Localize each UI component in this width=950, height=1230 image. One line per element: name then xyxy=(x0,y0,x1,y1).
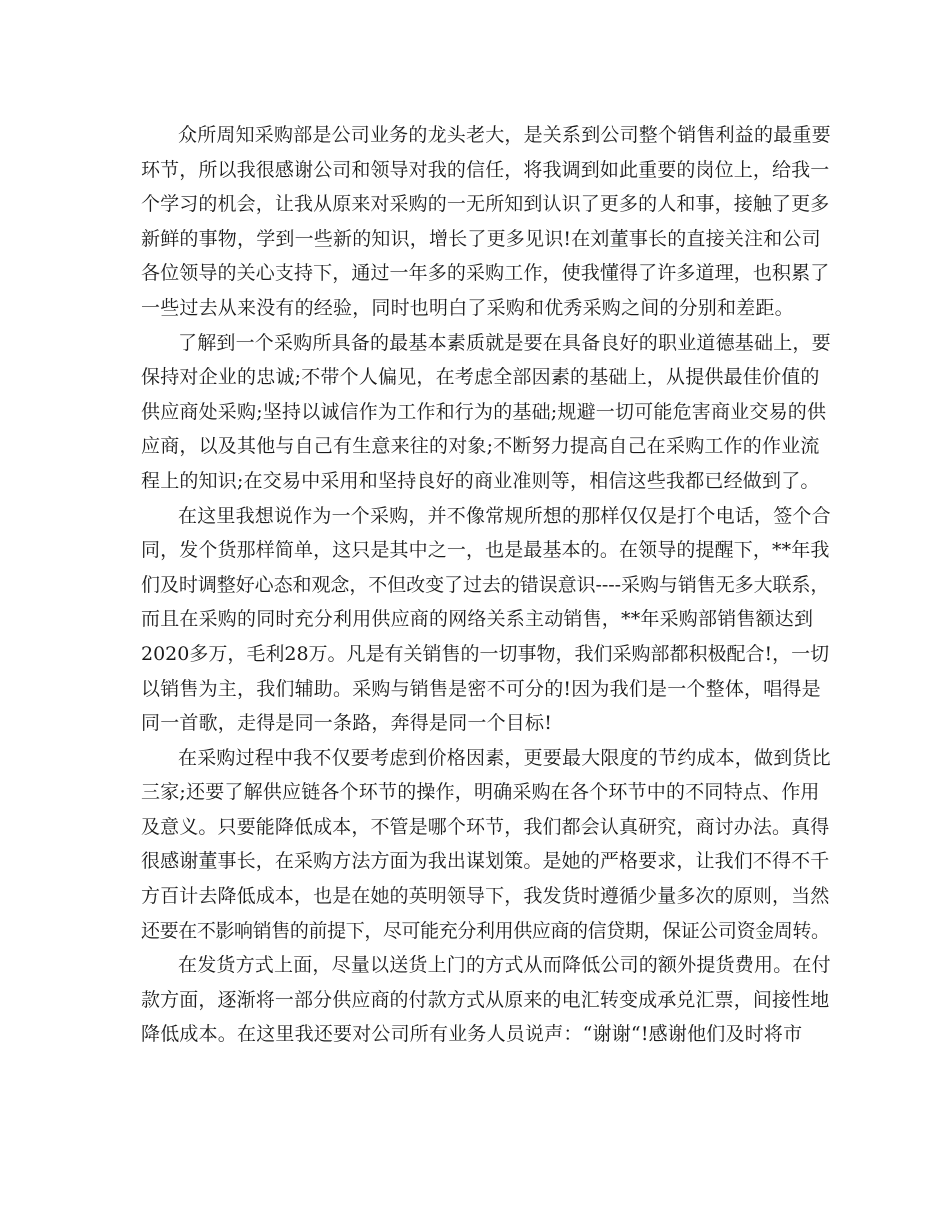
text-line: 程上的知识;在交易中采用和坚持良好的商业准则等，相信这些我都已经做到了。 xyxy=(141,469,820,492)
text-line: 还要在不影响销售的前提下，尽可能充分利用供应商的信贷期，保证公司资金周转。 xyxy=(141,919,830,942)
paragraph-first-line: 了解到一个采购所具备的最基本素质就是要在具备良好的职业道德基础上，要 xyxy=(178,331,831,354)
text-line: 很感谢董事长，在采购方法方面为我出谋划策。是她的严格要求，让我们不得不千 xyxy=(141,850,830,873)
paragraph-first-line: 在这里我想说作为一个采购，并不像常规所想的那样仅仅是打个电话，签个合 xyxy=(178,504,831,527)
text-line: 款方面，逐渐将一部分供应商的付款方式从原来的电汇转变成承兑汇票，间接性地 xyxy=(141,988,830,1011)
text-line: 方百计去降低成本，也是在她的英明领导下，我发货时遵循少量多次的原则，当然 xyxy=(141,885,830,908)
text-line: 各位领导的关心支持下，通过一年多的采购工作，使我懂得了许多道理，也积累了 xyxy=(141,262,830,285)
paragraph-first-line: 众所周知采购部是公司业务的龙头老大，是关系到公司整个销售利益的最重要 xyxy=(178,124,831,146)
text-line: 以销售为主，我们辅助。采购与销售是密不可分的!因为我们是一个整体，唱得是 xyxy=(141,677,821,700)
text-line: 保持对企业的忠诚;不带个人偏见，在考虑全部因素的基础上，从提供最佳价值的 xyxy=(141,366,820,389)
text-line: 应商，以及其他与自己有生意来往的对象;不断努力提高自己在采购工作的作业流 xyxy=(141,435,820,458)
paragraph-first-line: 在发货方式上面，尽量以送货上门的方式从而降低公司的额外提货费用。在付 xyxy=(178,954,831,977)
text-line: 一些过去从来没有的经验，同时也明白了采购和优秀采购之间的分别和差距。 xyxy=(141,296,794,319)
text-line: 同一首歌，走得是同一条路，奔得是同一个目标! xyxy=(141,712,553,735)
document-body xyxy=(141,118,831,1052)
text-line: 2020多万，毛利28万。凡是有关销售的一切事物，我们采购部都积极配合!，一切 xyxy=(141,642,830,665)
paragraph-first-line: 在采购过程中我不仅要考虑到价格因素，更要最大限度的节约成本，做到货比 xyxy=(178,746,831,769)
text-line: 个学习的机会，让我从原来对采购的一无所知到认识了更多的人和事，接触了更多 xyxy=(141,193,830,216)
text-line: 新鲜的事物，学到一些新的知识，增长了更多见识!在刘董事长的直接关注和公司 xyxy=(141,227,821,250)
text-line: 三家;还要了解供应链各个环节的操作，明确采购在各个环节中的不同特点、作用 xyxy=(141,781,820,804)
text-line: 供应商处采购;坚持以诚信作为工作和行为的基础;规避一切可能危害商业交易的供 xyxy=(141,400,827,423)
text-line: 环节，所以我很感谢公司和领导对我的信任，将我调到如此重要的岗位上，给我一 xyxy=(141,158,830,181)
text-line: 同，发个货那样简单，这只是其中之一，也是最基本的。在领导的提醒下，**年我 xyxy=(141,539,830,562)
text-line: 及意义。只要能降低成本，不管是哪个环节，我们都会认真研究，商讨办法。真得 xyxy=(141,815,830,838)
text-line: 们及时调整好心态和观念，不但改变了过去的错误意识----采购与销售无多大联系， xyxy=(141,573,830,596)
text-line: 而且在采购的同时充分利用供应商的网络关系主动销售，**年采购部销售额达到 xyxy=(141,608,814,631)
text-line: 降低成本。在这里我还要对公司所有业务人员说声：“谢谢“!感谢他们及时将市 xyxy=(141,1023,803,1046)
